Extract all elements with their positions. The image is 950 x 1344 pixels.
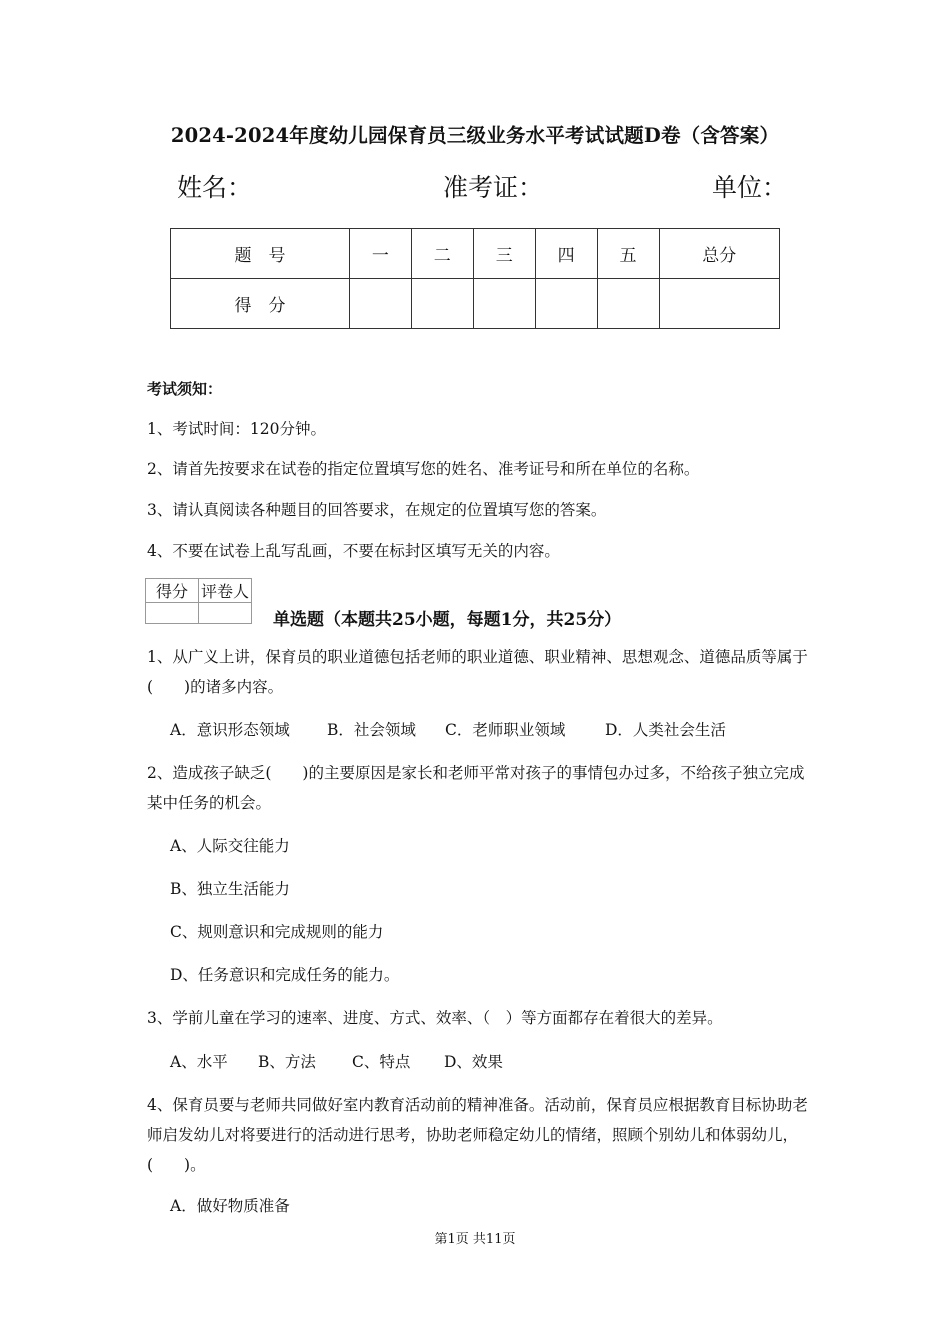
notice-item: 3、请认真阅读各种题目的回答要求，在规定的位置填写您的答案。 bbox=[147, 501, 607, 519]
score-header-cell: 三 bbox=[473, 229, 535, 279]
option[interactable]: A、人际交往能力 bbox=[170, 837, 290, 855]
score-table-score-row bbox=[171, 279, 780, 329]
score-cell[interactable] bbox=[349, 279, 411, 329]
option[interactable]: A．意识形态领域 bbox=[170, 721, 290, 739]
name-label: 姓名： bbox=[177, 173, 253, 202]
option[interactable]: D、任务意识和完成任务的能力。 bbox=[170, 966, 400, 984]
grader-reviewer-cell[interactable] bbox=[199, 603, 252, 624]
notice-item: 4、不要在试卷上乱写乱画，不要在标封区填写无关的内容。 bbox=[147, 542, 560, 560]
page-footer: 第1页 共11页 bbox=[434, 1232, 516, 1247]
option[interactable]: B．社会领域 bbox=[327, 721, 416, 739]
score-cell[interactable] bbox=[659, 279, 779, 329]
score-cell[interactable] bbox=[473, 279, 535, 329]
option[interactable]: B、方法 bbox=[258, 1053, 316, 1071]
notice-item: 2、请首先按要求在试卷的指定位置填写您的姓名、准考证号和所在单位的名称。 bbox=[147, 460, 700, 478]
score-header-cell: 一 bbox=[349, 229, 411, 279]
score-header-cell: 题 号 bbox=[171, 229, 350, 279]
score-cell[interactable] bbox=[411, 279, 473, 329]
notice-title: 考试须知： bbox=[147, 380, 223, 398]
question-options bbox=[170, 718, 726, 740]
score-header-cell: 四 bbox=[535, 229, 597, 279]
exam-id-label: 准考证： bbox=[443, 173, 544, 202]
grader-score-cell[interactable] bbox=[146, 603, 199, 624]
question-stem: 3、学前儿童在学习的速率、进度、方式、效率、（ ）等方面都存在着很大的差异。 bbox=[147, 1009, 723, 1027]
question-stem: 4、保育员要与老师共同做好室内教育活动前的精神准备。活动前，保育员应根据教育目标协助老师启发幼儿对将要进行的活动进行思考，协助老师稳定幼儿的情绪，照顾个别幼儿和体弱幼儿，( )。 bbox=[147, 1096, 808, 1174]
option[interactable]: D、效果 bbox=[444, 1053, 503, 1071]
notice-item: 1、考试时间：120分钟。 bbox=[147, 420, 326, 438]
score-cell[interactable] bbox=[535, 279, 597, 329]
question-options bbox=[170, 1050, 503, 1072]
score-table bbox=[170, 228, 780, 329]
score-header-cell: 二 bbox=[411, 229, 473, 279]
option[interactable]: A、水平 bbox=[170, 1053, 228, 1071]
grader-reviewer-label: 评卷人 bbox=[199, 579, 252, 603]
score-table-header-row bbox=[171, 229, 780, 279]
option[interactable]: B、独立生活能力 bbox=[170, 880, 290, 898]
score-header-cell: 五 bbox=[597, 229, 659, 279]
score-row-label: 得 分 bbox=[171, 279, 350, 329]
grader-score-label: 得分 bbox=[146, 579, 199, 603]
question-stem: 2、造成孩子缺乏( )的主要原因是家长和老师平常对孩子的事情包办过多，不给孩子独立完成某中任务的机会。 bbox=[147, 764, 805, 812]
score-cell[interactable] bbox=[597, 279, 659, 329]
page-title: 2024-2024年度幼儿园保育员三级业务水平考试试题D卷（含答案） bbox=[170, 124, 780, 147]
option[interactable]: C、规则意识和完成规则的能力 bbox=[170, 923, 384, 941]
unit-label: 单位： bbox=[712, 173, 788, 202]
option[interactable]: C、特点 bbox=[352, 1053, 411, 1071]
option[interactable]: A．做好物质准备 bbox=[170, 1197, 290, 1215]
section-title: 单选题（本题共25小题，每题1分，共25分） bbox=[273, 610, 622, 630]
score-header-cell: 总分 bbox=[659, 229, 779, 279]
grader-table bbox=[145, 578, 252, 624]
question-stem: 1、从广义上讲，保育员的职业道德包括老师的职业道德、职业精神、思想观念、道德品质等属于( )的诸多内容。 bbox=[147, 648, 808, 696]
option[interactable]: D．人类社会生活 bbox=[605, 721, 726, 739]
option[interactable]: C．老师职业领域 bbox=[445, 721, 566, 739]
